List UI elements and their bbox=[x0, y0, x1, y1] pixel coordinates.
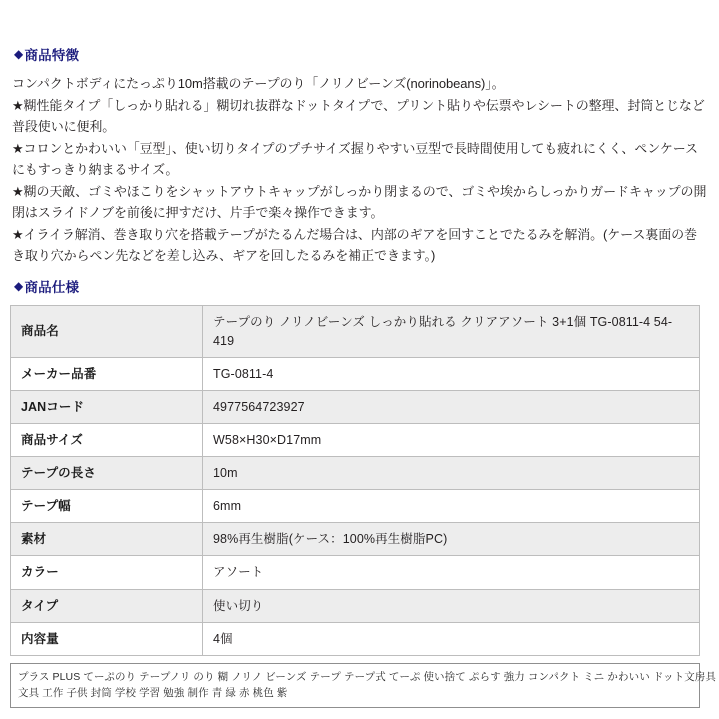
spec-label: 素材 bbox=[11, 523, 203, 556]
spec-label: JANコード bbox=[11, 390, 203, 423]
diamond-bullet-icon: ◆ bbox=[14, 46, 24, 61]
features-body bbox=[12, 73, 709, 266]
feature-paragraph: コンパクトボディにたっぷり10m搭載のテープのり「ノリノビーンズ(norinobeans)」。 bbox=[12, 76, 505, 91]
spec-label: 内容量 bbox=[11, 622, 203, 655]
keyword-line: プラス PLUS てーぷのり テープノリ のり 糊 ノリノ ビーンズ テープ テープ式 てーぷ 使い捨て ぷらす 強力 コンパクト ミニ かわいい ドット文房具 bbox=[18, 670, 717, 683]
spec-label: テープの長さ bbox=[11, 457, 203, 490]
feature-paragraph: ★糊性能タイプ「しっかり貼れる」糊切れ抜群なドットタイプで、プリント貼りや伝票やレシートの整理、封筒とじなど普段使いに便利。 bbox=[12, 98, 705, 135]
spec-label: テープ幅 bbox=[11, 490, 203, 523]
table-row bbox=[11, 306, 700, 357]
table-row bbox=[11, 523, 700, 556]
spec-label: 商品名 bbox=[11, 306, 203, 357]
feature-paragraph: ★コロンとかわいい「豆型」、使い切りタイプのプチサイズ握りやすい豆型で長時間使用しても疲れにくく、ペンケースにもすっきり納まるサイズ。 bbox=[12, 141, 698, 178]
table-row bbox=[11, 423, 700, 456]
spec-value: W58×H30×D17mm bbox=[203, 423, 700, 456]
spec-label: メーカー品番 bbox=[11, 357, 203, 390]
table-row bbox=[11, 589, 700, 622]
spec-table-wrapper bbox=[10, 305, 709, 655]
table-row bbox=[11, 622, 700, 655]
spec-value: テープのり ノリノビーンズ しっかり貼れる クリアアソート 3+1個 TG-0811-4 54-419 bbox=[203, 306, 700, 357]
spec-label: タイプ bbox=[11, 589, 203, 622]
specs-heading-label: 商品仕様 bbox=[24, 280, 80, 296]
spec-value: 使い切り bbox=[203, 589, 700, 622]
spec-value: 4977564723927 bbox=[203, 390, 700, 423]
spec-table bbox=[10, 305, 700, 655]
spec-label: カラー bbox=[11, 556, 203, 589]
table-row bbox=[11, 490, 700, 523]
spec-value: 4個 bbox=[203, 622, 700, 655]
spec-value: アソート bbox=[203, 556, 700, 589]
table-row bbox=[11, 390, 700, 423]
keyword-line: 文具 工作 子供 封筒 学校 学習 勉強 制作 青 緑 赤 桃色 紫 bbox=[18, 687, 288, 700]
spec-value: 6mm bbox=[203, 490, 700, 523]
spec-value: TG-0811-4 bbox=[203, 357, 700, 390]
table-row bbox=[11, 357, 700, 390]
feature-paragraph: ★糊の天敵、ゴミやほこりをシャットアウトキャップがしっかり閉まるので、ゴミや埃からしっかりガードキャップの開閉はスライドノブを前後に押すだけ、片手で楽々操作できます。 bbox=[12, 184, 707, 221]
specs-section-heading bbox=[14, 276, 709, 296]
spec-value: 10m bbox=[203, 457, 700, 490]
table-row bbox=[11, 457, 700, 490]
keyword-box bbox=[10, 663, 717, 709]
spec-label: 商品サイズ bbox=[11, 423, 203, 456]
features-heading-label: 商品特徴 bbox=[24, 48, 80, 63]
diamond-bullet-icon: ◆ bbox=[14, 278, 24, 293]
spec-value: 98%再生樹脂(ケース：100%再生樹脂PC) bbox=[203, 523, 700, 556]
features-section-heading bbox=[14, 44, 709, 64]
feature-paragraph: ★イライラ解消、巻き取り穴を搭載テープがたるんだ場合は、内部のギアを回すことでたるみを解消。(ケース裏面の巻き取り穴からペン先などを差し込み、ギアを回したるみを補正できます。) bbox=[12, 227, 697, 264]
table-row bbox=[11, 556, 700, 589]
